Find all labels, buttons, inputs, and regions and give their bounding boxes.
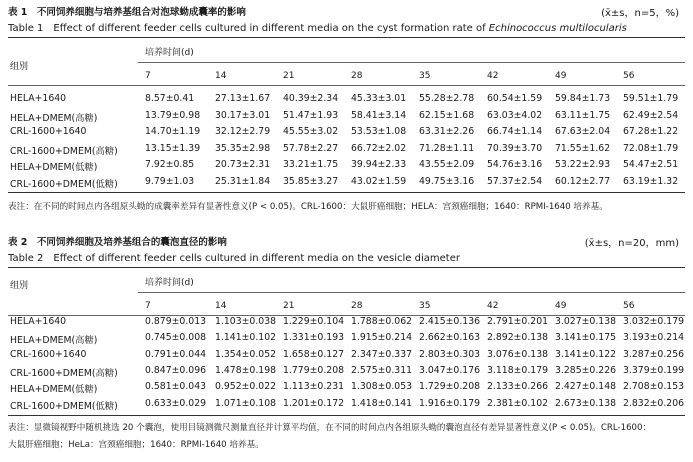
table-cell: 0.791±0.044 [145, 348, 207, 360]
table-cell: 1.113±0.231 [283, 381, 345, 393]
table-cell: 0.633±0.029 [145, 397, 207, 409]
table-cell: 3.285±0.226 [555, 364, 617, 376]
table-cell: 45.33±3.01 [351, 93, 407, 104]
table-cell: 2.803±0.303 [419, 348, 481, 360]
day-header-cell: 35 [419, 71, 431, 81]
table-cell: 63.19±1.32 [623, 175, 679, 187]
table-cell: 67.28±1.22 [623, 126, 679, 137]
table-cell: 3.027±0.138 [555, 316, 617, 327]
table-cell: 63.03±4.02 [487, 109, 543, 121]
table-cell: 2.832±0.206 [623, 397, 685, 409]
day-header-cell: 56 [623, 71, 635, 81]
table-cell: 0.581±0.043 [145, 381, 207, 393]
table-cell: 1.331±0.193 [283, 332, 345, 344]
table-cell: 43.55±2.09 [419, 159, 475, 170]
table-cell: 1.103±0.038 [215, 316, 277, 327]
table-cell: 51.47±1.93 [283, 109, 339, 121]
table-2-group-header: 组别 [10, 281, 29, 291]
table-cell: 67.63±2.04 [555, 126, 611, 137]
table-cell: 3.287±0.256 [623, 348, 685, 360]
day-header-cell: 7 [145, 301, 151, 311]
table-cell: 60.12±2.77 [555, 175, 611, 187]
day-header-cell: 42 [487, 71, 499, 81]
table-cell: 66.74±1.14 [487, 126, 543, 137]
table-cell: 1.916±0.179 [419, 397, 481, 409]
table-cell: 49.75±3.16 [419, 175, 475, 187]
table-cell: 2.892±0.138 [487, 332, 549, 344]
row-group-label: CRL-1600+DMEM(低糖) [10, 400, 118, 412]
table-cell: 2.381±0.102 [487, 397, 549, 409]
table-cell: 71.28±1.11 [419, 142, 475, 154]
table-cell: 1.354±0.052 [215, 348, 277, 360]
row-group-label: HELA+DMEM(高糖) [10, 112, 98, 124]
day-header-cell: 21 [283, 301, 295, 311]
row-group-label: HELA+1640 [10, 316, 67, 327]
table-cell: 1.201±0.172 [283, 397, 345, 409]
table-cell: 72.08±1.79 [623, 142, 679, 154]
table-cell: 59.51±1.79 [623, 93, 679, 104]
row-group-label: HELA+DMEM(低糖) [10, 162, 98, 173]
table-cell: 58.41±3.14 [351, 109, 407, 121]
table-cell: 1.308±0.053 [351, 381, 413, 393]
table-1-top-rule [8, 37, 685, 38]
table-cell: 70.39±3.70 [487, 142, 543, 154]
table-cell: 3.141±0.175 [555, 332, 617, 344]
table-cell: 62.15±1.68 [419, 109, 475, 121]
table-cell: 2.427±0.148 [555, 381, 617, 393]
table-1-header-rule [8, 85, 685, 86]
table-cell: 1.788±0.062 [351, 316, 413, 327]
table-cell: 2.133±0.266 [487, 381, 549, 393]
table-cell: 54.47±2.51 [623, 159, 679, 170]
table-cell: 35.85±3.27 [283, 175, 339, 187]
row-group-label: CRL-1600+DMEM(低糖) [10, 178, 118, 190]
table-cell: 0.847±0.096 [145, 364, 207, 376]
table-cell: 60.54±1.59 [487, 93, 543, 104]
table-cell: 57.78±2.27 [283, 142, 339, 154]
table-cell: 2.662±0.163 [419, 332, 481, 344]
table-cell: 39.94±2.33 [351, 159, 407, 170]
table-cell: 53.22±2.93 [555, 159, 611, 170]
table-1-title-zh: 表 1 不同饲养细胞与培养基组合对泡球蚴成囊率的影响 [8, 7, 246, 18]
table-2-bottom-rule [8, 415, 685, 416]
table-cell: 45.55±3.02 [283, 126, 339, 137]
day-header-cell: 7 [145, 71, 151, 81]
day-header-cell: 35 [419, 301, 431, 311]
table-cell: 1.229±0.104 [283, 316, 345, 327]
day-header-cell: 21 [283, 71, 295, 81]
table-cell: 3.141±0.122 [555, 348, 617, 360]
day-header-cell: 49 [555, 71, 567, 81]
table-cell: 1.418±0.141 [351, 397, 413, 409]
table-cell: 2.673±0.138 [555, 397, 617, 409]
table-cell: 25.31±1.84 [215, 175, 271, 187]
species-name: Echinococcus multilocularis [488, 23, 627, 34]
day-header-cell: 28 [351, 301, 363, 311]
table-cell: 0.952±0.022 [215, 381, 277, 393]
table-2-sub-rule [138, 292, 685, 293]
table-cell: 40.39±2.34 [283, 93, 339, 104]
day-header-cell: 14 [215, 71, 227, 81]
table-cell: 66.72±2.02 [351, 142, 407, 154]
table-2-note-line-2: 大鼠肝癌细胞；HeLa：宫颈癌细胞；1640：RPMI-1640 培养基。 [8, 440, 264, 450]
day-header-cell: 49 [555, 301, 567, 311]
table-cell: 30.17±3.01 [215, 109, 271, 121]
row-group-label: CRL-1600+DMEM(高糖) [10, 145, 118, 157]
table-1-group-header: 组别 [10, 62, 29, 72]
table-cell: 55.28±2.78 [419, 93, 475, 104]
row-group-label: CRL-1600+1640 [10, 126, 87, 137]
table-cell: 57.37±2.54 [487, 175, 543, 187]
table-cell: 1.141±0.102 [215, 332, 277, 344]
table-cell: 1.779±0.208 [283, 364, 345, 376]
table-cell: 3.118±0.179 [487, 364, 549, 376]
table-cell: 2.347±0.337 [351, 348, 413, 360]
table-2-top-rule [8, 267, 685, 268]
table-cell: 0.879±0.013 [145, 316, 207, 327]
table-cell: 9.79±1.03 [145, 175, 195, 187]
table-cell: 1.658±0.127 [283, 348, 345, 360]
table-cell: 14.70±1.19 [145, 126, 201, 137]
table-cell: 2.415±0.136 [419, 316, 481, 327]
table-cell: 8.57±0.41 [145, 93, 195, 104]
row-group-label: HELA+DMEM(高糖) [10, 335, 98, 347]
table-cell: 20.73±2.31 [215, 159, 271, 170]
table-cell: 3.032±0.179 [623, 316, 685, 327]
table-cell: 1.729±0.208 [419, 381, 481, 393]
table-cell: 1.915±0.214 [351, 332, 413, 344]
table-1-unit: (x̄±s，n=5，%) [601, 8, 679, 19]
table-cell: 59.84±1.73 [555, 93, 611, 104]
table-cell: 2.791±0.201 [487, 316, 549, 327]
table-cell: 3.047±0.176 [419, 364, 481, 376]
table-cell: 63.31±2.26 [419, 126, 475, 137]
table-cell: 54.76±3.16 [487, 159, 543, 170]
row-group-label: HELA+DMEM(低糖) [10, 384, 98, 396]
row-group-label: HELA+1640 [10, 93, 67, 104]
row-group-label: CRL-1600+DMEM(高糖) [10, 367, 118, 379]
table-2-unit: (x̄±s，n=20，mm) [584, 238, 679, 249]
table-cell: 3.193±0.214 [623, 332, 685, 344]
table-cell: 7.92±0.85 [145, 159, 195, 170]
row-group-label: CRL-1600+1640 [10, 348, 87, 360]
table-cell: 63.11±1.75 [555, 109, 611, 121]
table-cell: 27.13±1.67 [215, 93, 271, 104]
table-cell: 13.15±1.39 [145, 142, 201, 154]
table-cell: 62.49±2.54 [623, 109, 679, 121]
table-cell: 13.79±0.98 [145, 109, 201, 121]
table-cell: 3.379±0.199 [623, 364, 685, 376]
table-cell: 33.21±1.75 [283, 159, 339, 170]
table-2-title-zh: 表 2 不同饲养细胞及培养基组合的囊泡直径的影响 [8, 237, 227, 248]
day-header-cell: 56 [623, 301, 635, 311]
table-1-bottom-rule [8, 192, 685, 193]
table-cell: 53.53±1.08 [351, 126, 407, 137]
table-cell: 1.478±0.198 [215, 364, 277, 376]
table-2-title-en: Table 2 Effect of different feeder cells cultured in different media on the vesicle diameter [8, 253, 460, 264]
table-cell: 2.575±0.311 [351, 364, 413, 376]
table-cell: 3.076±0.138 [487, 348, 549, 360]
table-cell: 2.708±0.153 [623, 381, 685, 393]
table-1-sub-rule [138, 62, 685, 63]
day-header-cell: 42 [487, 301, 499, 311]
table-2-note-line-1: 表注：显微镜视野中随机挑选 20 个囊泡，使用目镜测微尺测量直径并计算平均值，在不同的时间点内各组原头蚴的囊泡直径有差异显著性意义(P < 0.05)。CRL-1600： [8, 423, 652, 433]
table-2-time-header: 培养时间(d) [145, 278, 194, 288]
day-header-cell: 28 [351, 71, 363, 81]
day-header-cell: 14 [215, 301, 227, 311]
table-1-note: 表注：在不同的时间点内各组原头蚴的成囊率差异有显著性意义(P < 0.05)。CRL-1600：大鼠肝癌细胞；HELA：宫颈癌细胞；1640：RPMI-1640 培养基。 [8, 202, 608, 212]
table-cell: 71.55±1.62 [555, 142, 611, 154]
table-cell: 43.02±1.59 [351, 175, 407, 187]
table-cell: 1.071±0.108 [215, 397, 277, 409]
table-cell: 35.35±2.98 [215, 142, 271, 154]
table-cell: 32.12±2.79 [215, 126, 271, 137]
table-cell: 0.745±0.008 [145, 332, 207, 344]
table-1-time-header: 培养时间(d) [145, 48, 194, 58]
table-1-title-en: Table 1 Effect of different feeder cells cultured in different media on the cyst formation rate of Echinococcus multilocularis [8, 23, 627, 34]
